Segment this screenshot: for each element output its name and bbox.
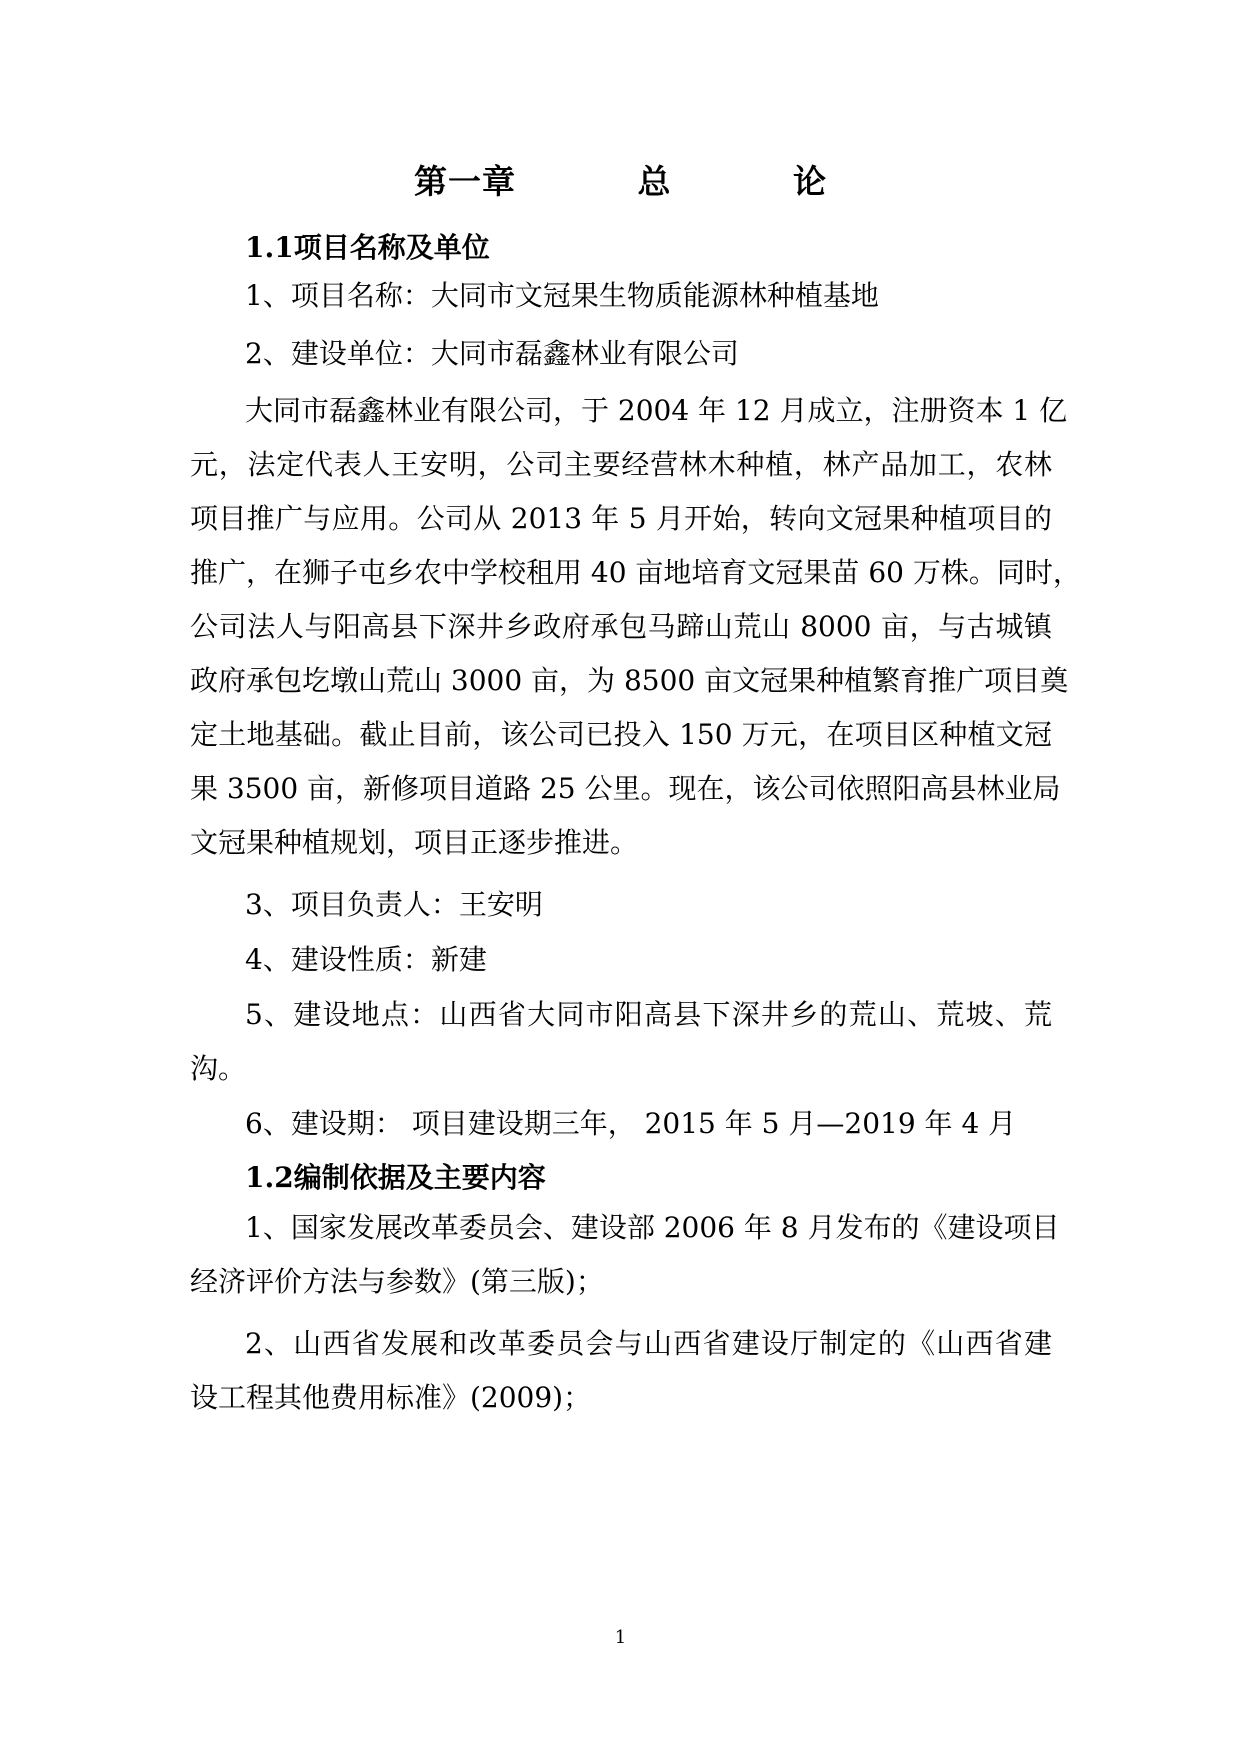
company-paragraph-line: 定土地基础。截止目前，该公司已投入 150 万元，在项目区种植文冠 [190,718,1052,751]
construction-nature-line: 4、建设性质：新建 [245,943,487,976]
page-number: 1 [614,1627,627,1648]
basis-item-line: 1、国家发展改革委员会、建设部 2006 年 8 月发布的《建设项目 [245,1211,1060,1244]
construction-location-line: 5、建设地点：山西省大同市阳高县下深井乡的荒山、荒坡、荒 [245,998,1052,1031]
section-heading-1-1: 1.1项目名称及单位 [245,231,490,264]
basis-item-line: 经济评价方法与参数》(第三版)； [190,1265,604,1298]
chapter-title: 第一章 总 论 [414,162,827,201]
construction-unit-line: 2、建设单位：大同市磊鑫林业有限公司 [245,337,739,370]
project-name-line: 1、项目名称：大同市文冠果生物质能源林种植基地 [245,279,879,312]
company-paragraph-line: 文冠果种植规划，项目正逐步推进。 [190,826,639,859]
project-leader-line: 3、项目负责人：王安明 [245,888,543,921]
company-paragraph-line: 元，法定代表人王安明，公司主要经营林木种植，林产品加工，农林 [190,448,1052,481]
company-paragraph-line: 大同市磊鑫林业有限公司，于 2004 年 12 月成立，注册资本 1 亿 [245,394,1068,427]
basis-item-line: 2、山西省发展和改革委员会与山西省建设厅制定的《山西省建 [245,1327,1052,1360]
company-paragraph-line: 政府承包圪墩山荒山 3000 亩，为 8500 亩文冠果种植繁育推广项目奠 [190,664,1069,697]
company-paragraph-line: 推广，在狮子屯乡农中学校租用 40 亩地培育文冠果苗 60 万株。同时， [190,556,1081,589]
section-heading-1-2: 1.2编制依据及主要内容 [245,1161,546,1194]
company-paragraph-line: 公司法人与阳高县下深井乡政府承包马蹄山荒山 8000 亩，与古城镇 [190,610,1052,643]
construction-period-line: 6、建设期： 项目建设期三年， 2015 年 5 月—2019 年 4 月 [245,1107,1017,1140]
construction-location-line: 沟。 [190,1052,247,1085]
company-paragraph-line: 项目推广与应用。公司从 2013 年 5 月开始，转向文冠果种植项目的 [190,502,1052,535]
company-paragraph-line: 果 3500 亩，新修项目道路 25 公里。现在，该公司依照阳高县林业局 [190,772,1061,805]
basis-item-line: 设工程其他费用标准》(2009)； [190,1381,592,1414]
